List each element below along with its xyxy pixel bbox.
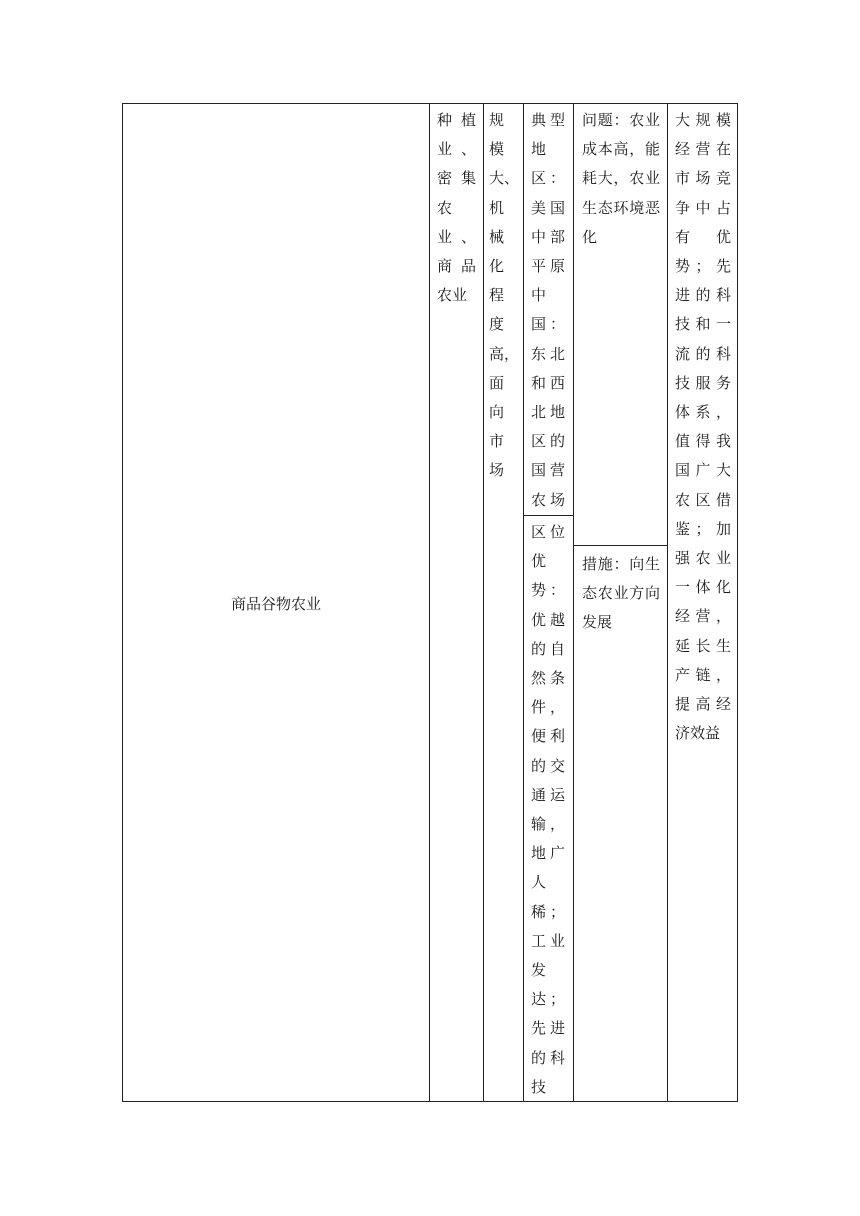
column-divider bbox=[523, 103, 524, 1102]
column-divider bbox=[573, 103, 574, 1102]
cell-typical-regions: 典型地区：美国中部平原中国：东北和西北地区的国营农场 bbox=[531, 111, 565, 509]
column-divider bbox=[483, 103, 484, 1102]
cell-problem: 问题：农业成本高，能耗大，农业生态环境恶化 bbox=[582, 111, 660, 246]
row-label: 商品谷物农业 bbox=[230, 595, 321, 613]
column-divider bbox=[667, 103, 668, 1102]
table-border-bottom bbox=[122, 1101, 738, 1102]
row-divider-regions bbox=[523, 515, 574, 516]
cell-measure: 措施：向生态农业方向发展 bbox=[582, 555, 660, 632]
table-border-top bbox=[122, 103, 738, 104]
cell-agriculture-type: 种植业、密集农业、商品农业 bbox=[437, 111, 476, 305]
table-border-right bbox=[737, 103, 738, 1102]
cell-location-advantages: 区位优势：优越的自然条件，便利的交通运输，地广人稀；工业发达；先进的科技 bbox=[531, 523, 565, 1096]
column-divider bbox=[429, 103, 430, 1102]
cell-features: 规模大、机械化程度高，面向市场 bbox=[489, 111, 520, 480]
cell-lessons: 大规模经营在市场竞争中占有优势；先进的科技和一流的科技服务体系，值得我国广大农区借鉴；加强农业一体化经营，延长生产链，提高经济效益 bbox=[675, 111, 731, 743]
row-divider-problem bbox=[573, 545, 668, 546]
